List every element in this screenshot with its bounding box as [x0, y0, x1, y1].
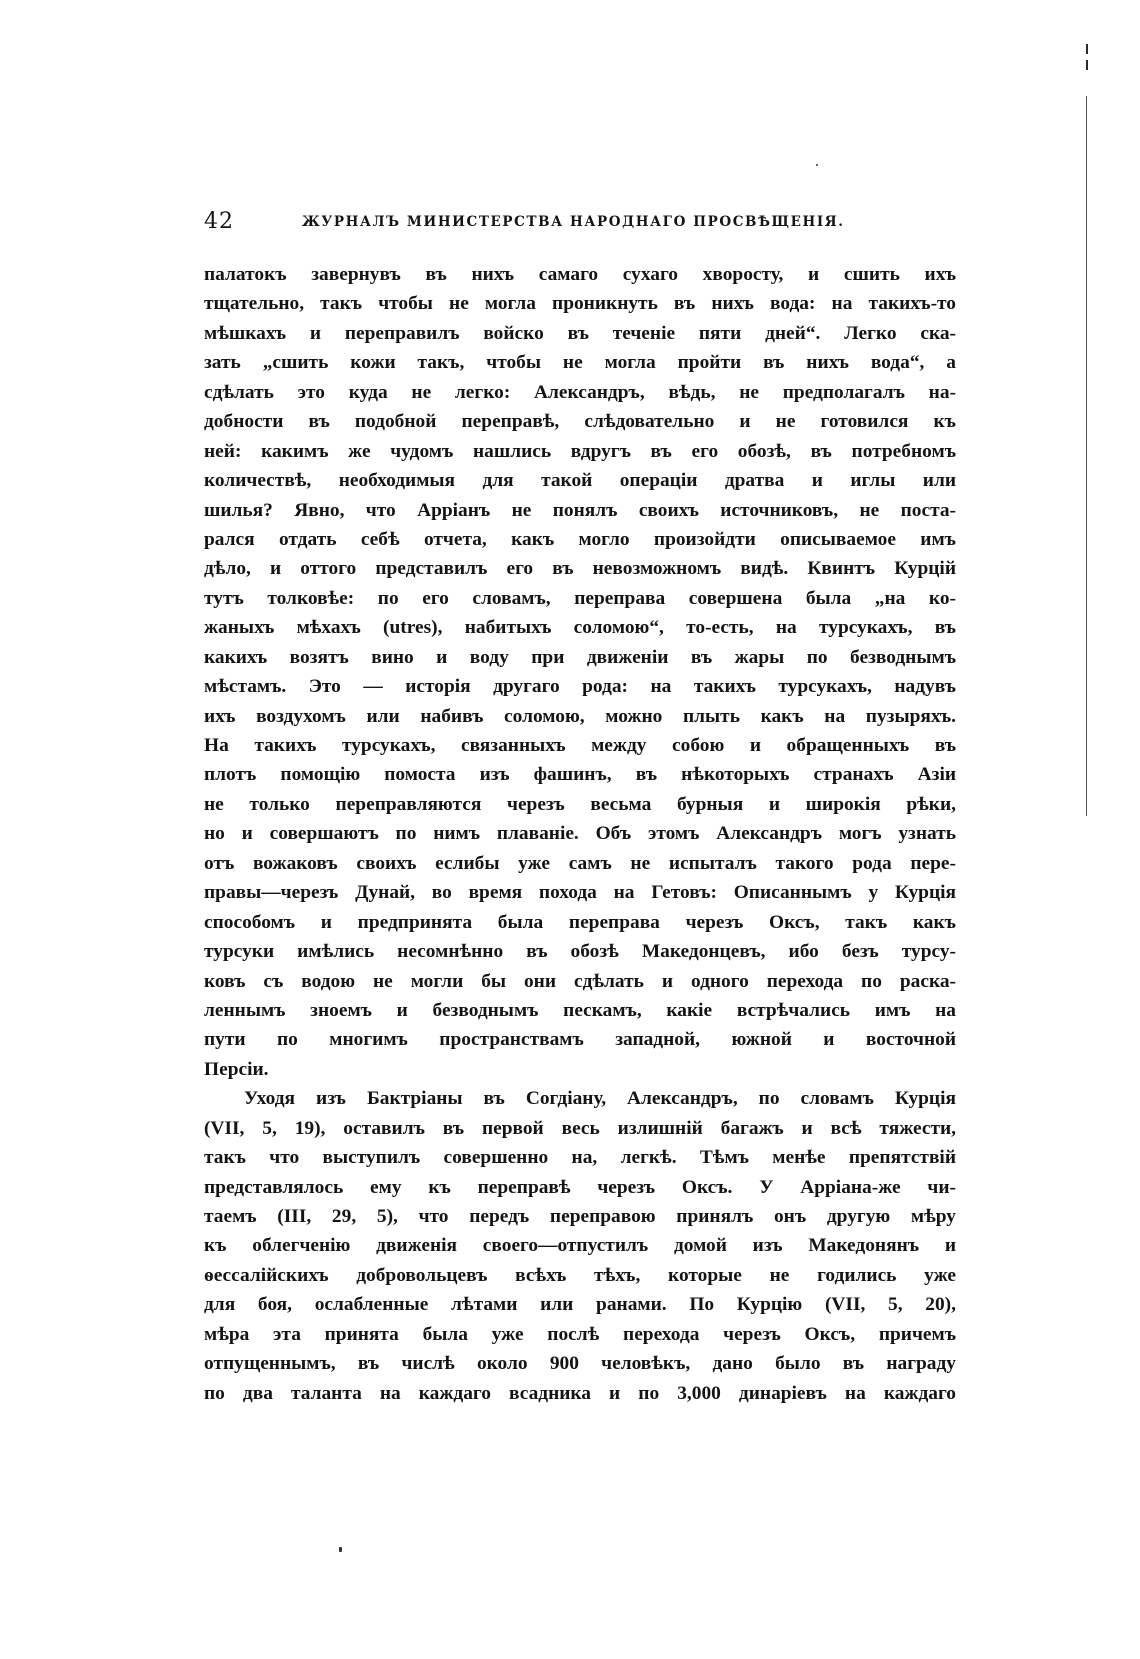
text-line: мѣстамъ. Это — исторія другаго рода: на такихъ турсукахъ, надувъ [204, 676, 956, 698]
text-line: дѣло, и оттого представилъ его въ невозможномъ видѣ. Квинтъ Курцій [204, 558, 956, 580]
text-line: леннымъ зноемъ и безводнымъ пескамъ, какіе встрѣчались имъ на [204, 999, 956, 1021]
text-line: не только переправляются черезъ весьма бурныя и широкія рѣки, [204, 793, 956, 815]
page-header [204, 209, 954, 243]
text-line: шилья? Явно, что Арріанъ не понялъ своихъ источниковъ, не поста- [204, 499, 956, 521]
text-line: представлялось ему къ переправѣ черезъ Оксъ. У Арріана-же чи- [204, 1176, 956, 1198]
paragraph-start-line: Уходя изъ Бактріаны въ Согдіану, Александръ, по словамъ Курція [244, 1088, 956, 1110]
text-line: отъ вожаковъ своихъ еслибы уже самъ не испыталъ такого рода пере- [204, 852, 956, 874]
ink-speck [816, 164, 818, 166]
text-line: плотъ помощію помоста изъ фашинъ, въ нѣкоторыхъ странахъ Азіи [204, 764, 956, 786]
text-line: таемъ (III, 29, 5), что передъ переправою принялъ онъ другую мѣру [204, 1206, 956, 1227]
text-line: зать „сшить кожи такъ, чтобы не могла пройти въ нихъ вода“, а [204, 352, 956, 374]
text-line: ковъ съ водою не могли бы они сдѣлать и одного перехода по раска- [204, 970, 956, 992]
running-title: ЖУРНАЛЪ МИНИСТЕРСТВА НАРОДНАГО ПРОСВѢЩЕНІЯ. [302, 214, 845, 230]
margin-mark [1086, 44, 1088, 54]
text-line: такъ что выступилъ совершенно на, легкѣ. Тѣмъ менѣе препятствій [204, 1147, 956, 1169]
text-line: сдѣлать это куда не легко: Александръ, вѣдь, не предполагалъ на- [204, 381, 956, 403]
text-line: для боя, ослабленные лѣтами или ранами. По Курцію (VII, 5, 20), [204, 1294, 956, 1316]
text-line: пути по многимъ пространствамъ западной, южной и восточной [204, 1029, 956, 1051]
text-line: количествѣ, необходимыя для такой операціи дратва и иглы или [204, 470, 956, 492]
text-line: но и совершаютъ по нимъ плаваніе. Объ этомъ Александръ могъ узнать [204, 823, 956, 845]
text-line: мѣра эта принята была уже послѣ перехода черезъ Оксъ, причемъ [204, 1323, 956, 1345]
text-line: правы—черезъ Дунай, во время похода на Гетовъ: Описаннымъ у Курція [204, 882, 956, 904]
text-line: ѳессалійскихъ добровольцевъ всѣхъ тѣхъ, которые не годились уже [204, 1264, 956, 1286]
text-line: турсуки имѣлись несомнѣнно въ обозѣ Македонцевъ, ибо безъ турсу- [204, 941, 956, 963]
body-text [204, 260, 956, 1408]
text-line: тщательно, такъ чтобы не могла проникнуть въ нихъ вода: на такихъ-то [204, 293, 956, 315]
margin-mark [1086, 60, 1088, 70]
text-line: (VII, 5, 19), оставилъ въ первой весь излишній багажъ и всѣ тяжести, [204, 1117, 956, 1139]
text-line: добности въ подобной переправѣ, слѣдовательно и не готовился къ [204, 411, 956, 433]
text-line: отпущеннымъ, въ числѣ около 900 человѣкъ, дано было въ награду [204, 1353, 956, 1375]
text-line: способомъ и предпринята была переправа черезъ Оксъ, такъ какъ [204, 911, 956, 933]
text-line: какихъ возятъ вино и воду при движеніи въ жары по безводнымъ [204, 646, 956, 668]
paragraph-end-line: Персіи. [204, 1058, 269, 1080]
text-line: мѣшкахъ и переправилъ войско въ теченіе пяти дней“. Легко ска- [204, 322, 956, 344]
text-line: жаныхъ мѣхахъ (utres), набитыхъ соломою“, то-есть, на турсукахъ, въ [204, 617, 956, 639]
text-line: рался отдать себѣ отчета, какъ могло произойдти описываемое имъ [204, 528, 956, 550]
text-line: На такихъ турсукахъ, связанныхъ между собою и обращенныхъ въ [204, 735, 956, 756]
text-line: ихъ воздухомъ или набивъ соломою, можно плыть какъ на пузыряхъ. [204, 705, 956, 727]
margin-rule [1086, 96, 1087, 816]
page-number: 42 [204, 209, 234, 234]
ink-speck [339, 1547, 342, 1552]
text-line: по два таланта на каждаго всадника и по 3,000 динаріевъ на каждаго [204, 1382, 956, 1404]
text-line: палатокъ завернувъ въ нихъ самаго сухаго хворосту, и сшить ихъ [204, 264, 956, 285]
text-line: тутъ толковѣе: по его словамъ, переправа совершена была „на ко- [204, 587, 956, 609]
text-line: ней: какимъ же чудомъ нашлись вдругъ въ его обозѣ, въ потребномъ [204, 440, 956, 462]
text-line: къ облегченію движенія своего—отпустилъ домой изъ Македонянъ и [204, 1235, 956, 1257]
